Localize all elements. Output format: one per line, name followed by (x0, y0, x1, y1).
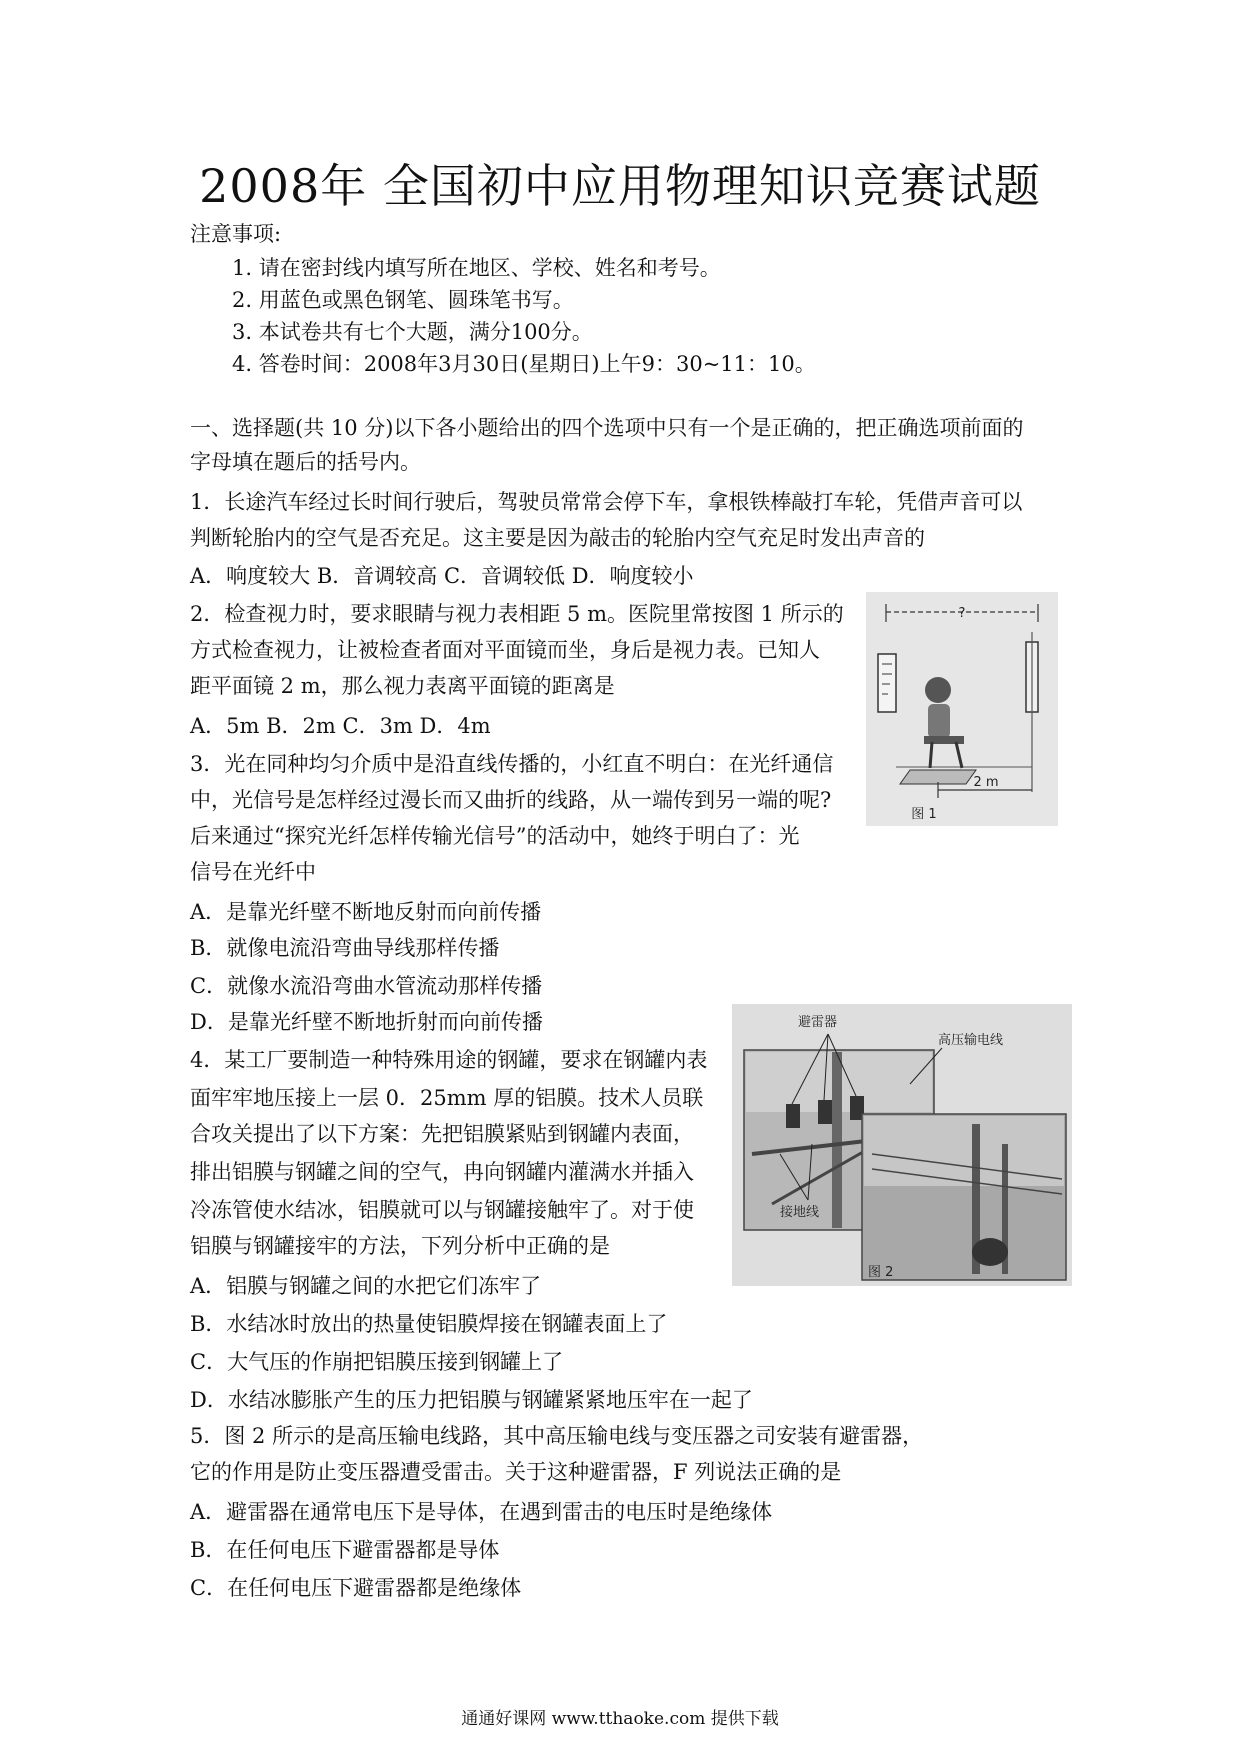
figure-2-label-line: 高压输电线 (938, 1033, 1004, 1048)
figure-1-caption: 图 1 (911, 807, 937, 822)
question-4-option: C．大气压的作崩把铝膜压接到钢罐上了 (190, 1350, 564, 1374)
question-3-text: 中，光信号是怎样经过漫长而又曲折的线路，从一端传到另一端的呢? (190, 788, 832, 812)
page-footer: 通通好课网 www.tthaoke.com 提供下载 (461, 1709, 779, 1729)
notice-heading: 注意事项: (190, 222, 282, 246)
figure-2 (732, 1004, 1072, 1286)
notice-item: 1. 请在密封线内填写所在地区、学校、姓名和考号。 (232, 256, 721, 280)
question-4-text: 冷冻管使水结冰，铝膜就可以与钢罐接触牢了。对于使 (190, 1198, 694, 1222)
figure-1-distance-label: 2 m (973, 775, 999, 790)
question-2-text: 2．检查视力时，要求眼睛与视力表相距 5 m。医院里常按图 1 所示的 (190, 602, 844, 626)
question-2-options: A．5m B．2m C．3m D．4m (190, 714, 491, 738)
figure-1 (866, 592, 1058, 826)
figure-2-caption: 图 2 (868, 1265, 894, 1280)
notice-item: 4. 答卷时间：2008年3月30日(星期日)上午9：30~11：10。 (232, 352, 816, 376)
notice-item: 2. 用蓝色或黑色钢笔、圆珠笔书写。 (232, 288, 574, 312)
question-4-text: 合攻关提出了以下方案：先把铝膜紧贴到钢罐内表面， (190, 1122, 694, 1146)
notice-item: 3. 本试卷共有七个大题，满分100分。 (232, 320, 593, 344)
question-5-option: B．在任何电压下避雷器都是导体 (190, 1538, 500, 1562)
question-3-option: C．就像水流沿弯曲水管流动那样传播 (190, 974, 543, 998)
question-4-text: 面牢牢地压接上一层 0．25mm 厚的铝膜。技术人员联 (190, 1086, 704, 1110)
figure-1-question-mark: ? (958, 606, 966, 621)
question-2-text: 方式检查视力，让被检查者面对平面镜而坐，身后是视力表。已知人 (190, 638, 820, 662)
question-1-options: A．响度较大 B．音调较高 C．音调较低 D．响度较小 (190, 564, 694, 588)
question-3-text: 后来通过“探究光纤怎样传输光信号”的活动中，她终于明白了：光 (190, 824, 800, 848)
question-4-text: 铝膜与钢罐接牢的方法，下列分析中正确的是 (190, 1234, 610, 1258)
question-3-option: B．就像电流沿弯曲导线那样传播 (190, 936, 500, 960)
question-4-option: B．水结冰时放出的热量使铝膜焊接在钢罐表面上了 (190, 1312, 668, 1336)
question-5-option: C．在任何电压下避雷器都是绝缘体 (190, 1576, 522, 1600)
question-4-option: D．水结冰膨胀产生的压力把铝膜与钢罐紧紧地压牢在一起了 (190, 1388, 753, 1412)
question-5-text: 它的作用是防止变压器遭受雷击。关于这种避雷器，F 列说法正确的是 (190, 1460, 842, 1484)
question-5-option: A．避雷器在通常电压下是导体，在遇到雷击的电压时是绝缘体 (190, 1500, 773, 1524)
figure-2-label-arrester: 避雷器 (798, 1015, 838, 1030)
figure-1-drawing (866, 592, 1058, 826)
page-title: 2008年 全国初中应用物理知识竞赛试题 (199, 159, 1041, 213)
question-1-text: 1．长途汽车经过长时间行驶后，驾驶员常常会停下车，拿根铁棒敲打车轮，凭借声音可以 (190, 490, 1023, 514)
question-3-text: 信号在光纤中 (190, 860, 316, 884)
question-4-text: 4．某工厂要制造一种特殊用途的钢罐，要求在钢罐内表 (190, 1048, 708, 1072)
figure-2-label-ground: 接地线 (780, 1205, 820, 1220)
section-heading: 字母填在题后的括号内。 (190, 450, 421, 474)
question-4-option: A．铝膜与钢罐之间的水把它们冻牢了 (190, 1274, 542, 1298)
question-5-text: 5．图 2 所示的是高压输电线路，其中高压输电线与变压器之司安装有避雷器， (190, 1424, 924, 1448)
question-1-text: 判断轮胎内的空气是否充足。这主要是因为敲击的轮胎内空气充足时发出声音的 (190, 526, 925, 550)
figure-2-drawing (732, 1004, 1072, 1286)
question-4-text: 排出铝膜与钢罐之间的空气，冉向钢罐内灌满水并插入 (190, 1160, 694, 1184)
question-3-option: D．是靠光纤壁不断地折射而向前传播 (190, 1010, 543, 1034)
question-3-text: 3．光在同种均匀介质中是沿直线传播的，小红直不明白：在光纤通信 (190, 752, 834, 776)
question-2-text: 距平面镜 2 m，那么视力表离平面镜的距离是 (190, 674, 615, 698)
section-heading: 一、选择题(共 10 分)以下各小题给出的四个选项中只有一个是正确的，把正确选项前面的 (190, 416, 1024, 440)
question-3-option: A．是靠光纤壁不断地反射而向前传播 (190, 900, 542, 924)
